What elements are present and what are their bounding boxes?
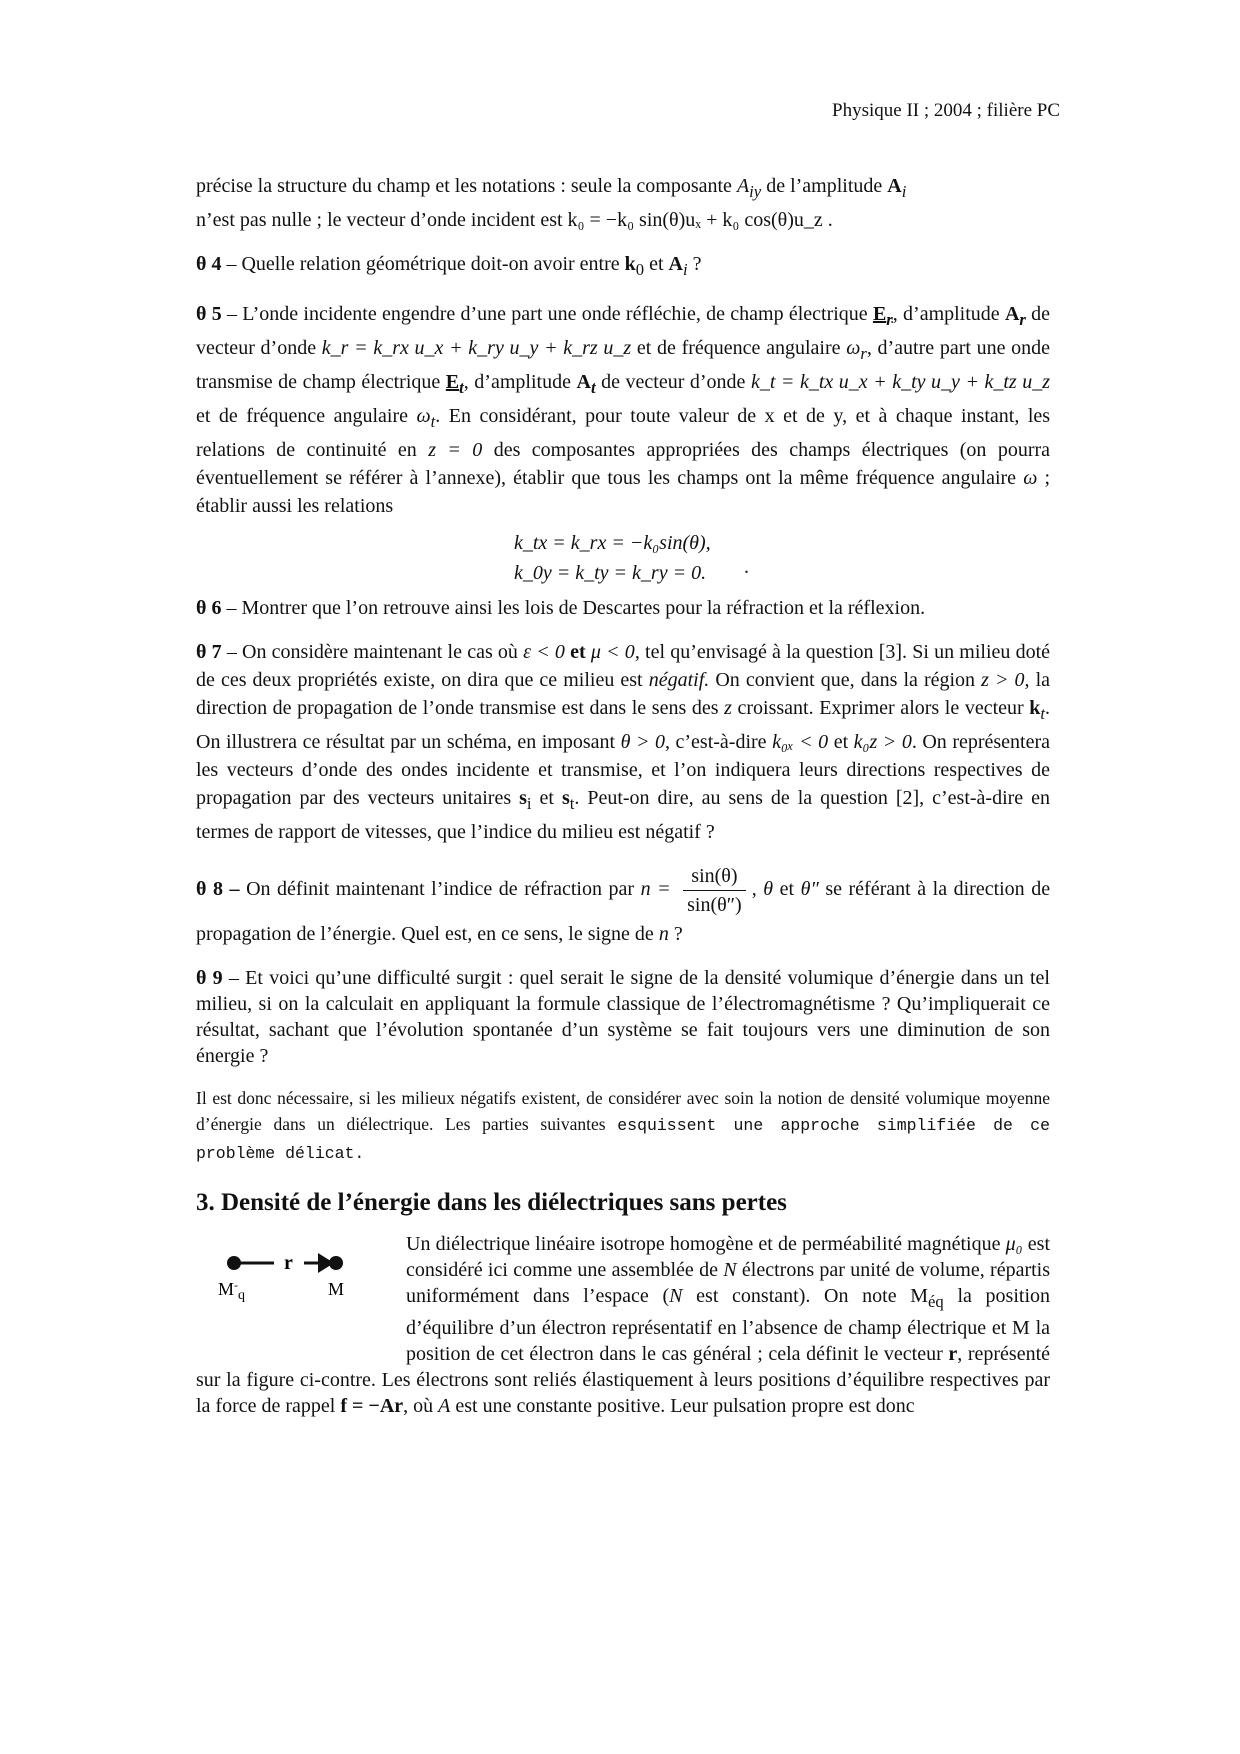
math-theta-double-prime: θ″ — [800, 878, 819, 901]
intro-text: de l’amplitude — [766, 175, 883, 197]
math-sub: iy — [749, 182, 762, 201]
math-theta: θ > 0 — [620, 731, 665, 753]
equation-block — [196, 528, 1050, 588]
question-6 — [196, 594, 1050, 622]
math-kt: k_t = k_tx u_x + k_ty u_y + k_tz u_z — [750, 371, 1051, 393]
question-text: et de fréquence angulaire — [636, 337, 841, 359]
question-text: – Et voici qu’une difficulté surgit : quel serait le signe de la densité volumique d’énergie dans un tel milieu, si on la calculait en appliquant la formule classique de l’électromagnétisme ? Qu’impliquerait ce résultat, sachant que l’évolution spontanée d’un système se fait toujours vers une diminution de son énergie ? — [196, 967, 1050, 1067]
question-number: θ 5 — [196, 303, 222, 325]
math-k: k — [624, 253, 636, 275]
math-si: s — [519, 787, 527, 809]
math-N: N — [669, 1285, 683, 1307]
question-text: et — [833, 731, 849, 753]
question-text: , — [751, 878, 757, 901]
question-text: de vecteur d’onde — [601, 371, 746, 393]
question-5: θ 5 – L’onde incidente engendre d’une part une onde réfléchie, de champ électrique $E_r$, d’amplitude $A_r$ de vecteur d’onde k_r = k_rx u_x + k_ry u_y + k_rz u_z et de fréquence angulaire $\omega_r$, d’autre part une onde transmise de champ électrique $E_t$, d’amplitude $A_t$ de vecteur d’onde k_t = k_tx u_x + k_ty u_y + k_tz u_z et de fréquence angulaire $\omega_t$. En considérant, pour toute valeur de x et de y, et à chaque instant, les relations de continuité en z = 0 des composantes appropriées des champs électriques (on pourra éventuellement se référer à l’annexe), établir que tous les champs ont la même fréquence angulaire ω ; établir aussi les relations — [196, 303, 1051, 517]
math-k0: k₀ = −k₀ sin(θ)uₓ + k₀ cos(θ)u_z . — [567, 209, 833, 231]
math-kt: k — [1029, 697, 1041, 719]
section-3-body — [196, 1231, 1050, 1419]
question-text: . Peut-on dire, au sens de la question [2], c’est-à-dire en termes de rapport de vitesses, que l’indice du milieu est négatif ? — [196, 787, 1051, 843]
displacement-diagram — [196, 1231, 386, 1361]
note-text: Il est donc nécessaire, si les milieux négatifs existent, de considérer avec soin la notion de densité volumique moyenne d’énergie dans un diélectrique. Les parties suivantes — [196, 1088, 1050, 1134]
math-A: A — [668, 253, 683, 275]
question-text: ; établir aussi les relations — [196, 467, 1051, 517]
displacement-figure — [196, 1231, 386, 1361]
question-text: d’autre part une onde transmise de champ électrique — [196, 337, 1051, 393]
math-sub: éq — [928, 1292, 944, 1311]
question-text: , tel qu’envisagé à la question [3]. Si un milieu doté de ces deux propriétés existe, on dira que ce milieu est — [196, 641, 1051, 691]
intro-text: n’est pas nulle ; le vecteur d’onde incident est — [196, 209, 563, 231]
section-text: est une constante positive. Leur pulsation propre est donc — [455, 1395, 915, 1417]
math-sub: i — [526, 794, 532, 813]
math-A: A — [736, 175, 750, 197]
math-A-bold: A — [887, 175, 902, 197]
question-text: – Quelle relation géométrique doit-on avoir entre — [226, 253, 620, 275]
question-text-bold: et — [570, 641, 586, 663]
intro-text: précise la structure du champ et les notations : seule la composante — [196, 175, 732, 197]
math-Ar: $A_r$ — [1004, 303, 1026, 329]
question-text: d’amplitude — [903, 303, 1000, 325]
question-number: θ 6 — [196, 597, 222, 619]
point-right — [329, 1256, 343, 1270]
fraction-numerator: sin(θ) — [683, 862, 746, 891]
math-theta: θ — [763, 878, 774, 901]
question-text: et — [649, 253, 664, 275]
question-7 — [196, 638, 1050, 846]
question-number: θ 8 — [196, 878, 223, 901]
math-sub: 0 — [635, 260, 645, 279]
note-text-mono: esquissent une approche simplifiée de ce problème délicat. — [196, 1116, 1050, 1163]
question-text: – Montrer que l’on retrouve ainsi les lois de Descartes pour la réfraction et la réflexion. — [226, 597, 926, 619]
equation-line-1: k_tx = k_rx = −k₀sin(θ), — [514, 532, 711, 554]
math-k0z: k₀z > 0 — [853, 731, 912, 753]
section-text: , où — [403, 1395, 434, 1417]
math-zpos: z > 0 — [981, 669, 1025, 691]
question-text: ? — [673, 923, 683, 945]
emphasis-negatif: négatif. — [648, 669, 710, 691]
page-header: Physique II ; 2004 ; filière PC — [832, 100, 1060, 121]
math-k0x: k₀ₓ < 0 — [772, 731, 829, 753]
page-content — [196, 172, 1050, 1419]
question-9 — [196, 965, 1050, 1069]
section-text: est considéré ici comme une assemblée de — [406, 1233, 1051, 1281]
question-text: et — [779, 878, 795, 901]
question-number: θ 9 — [196, 967, 223, 989]
math-sub: t — [1040, 704, 1046, 723]
section-text: est constant). On note M — [696, 1285, 929, 1307]
math-mu0: μ₀ — [1005, 1233, 1023, 1255]
section-text: électrons par unité de volume, répartis uniformément dans l’espace ( — [406, 1259, 1050, 1307]
math-sub: t — [569, 794, 575, 813]
question-number: θ 4 — [196, 253, 222, 275]
question-dash: – — [229, 878, 240, 901]
math-eps: ε < 0 — [523, 641, 565, 663]
math-Er: $E_r$ — [872, 303, 893, 329]
section-title: 3. Densité de l’énergie dans les diélectriques sans pertes — [196, 1189, 787, 1216]
question-text: x et de y, et à chaque instant, les relations de continuité en — [196, 405, 1051, 461]
math-n: n — [658, 923, 669, 945]
question-4 — [196, 250, 1050, 284]
label-right-point: M — [328, 1279, 345, 1299]
math-N: N — [723, 1259, 737, 1281]
math-omega-r: $\omega_r$ — [846, 337, 867, 363]
question-8 — [196, 862, 1050, 949]
label-left-point: $M^-_q$ — [218, 1278, 246, 1303]
math-Et: $E_t$ — [445, 371, 464, 397]
question-text: ? — [692, 253, 702, 275]
question-text: des composantes appropriées des champs électriques (on pourra éventuellement se référer à l’annexe), établir que tous les champs ont la même fréquence angulaire — [196, 439, 1051, 489]
math-z: z — [724, 697, 732, 719]
question-number: θ 7 — [196, 641, 222, 663]
intro-paragraph — [196, 172, 1050, 234]
question-text: On convient que, dans la région — [715, 669, 976, 691]
question-text: et de fréquence angulaire — [196, 405, 409, 427]
question-text: se référant à la direction de propagation de l’énergie. Quel est, en ce sens, le signe de — [196, 878, 1051, 945]
equation-line-2: k_0y = k_ty = k_ry = 0. — [514, 562, 707, 584]
math-omega-t: $\omega_t$ — [416, 405, 436, 431]
math-z0: z = 0 — [428, 439, 483, 461]
section-text: Un diélectrique linéaire isotrope homogène et de perméabilité magnétique — [406, 1233, 1001, 1255]
math-kr: k_r = k_rx u_x + k_ry u_y + k_rz u_z — [321, 337, 632, 359]
fraction-denominator: sin(θ″) — [687, 894, 742, 916]
math-force: f = −Ar — [340, 1395, 404, 1417]
math-A: A — [438, 1395, 451, 1417]
section-text: la position d’équilibre d’un électron représentatif en l’absence de champ électrique et M la position de cet électron dans le cas général ; cela définit le vecteur — [406, 1285, 1050, 1365]
question-text: . En considérant, pour toute valeur de — [435, 405, 757, 427]
transition-note — [196, 1085, 1050, 1167]
question-text: , c’est-à-dire — [664, 731, 767, 753]
label-r: r — [284, 1252, 293, 1274]
math-mu: μ < 0 — [590, 641, 635, 663]
math-st: s — [561, 787, 570, 809]
question-text: . On illustrera ce résultat par un schéma, en imposant — [196, 697, 1051, 753]
question-text: et — [539, 787, 554, 809]
question-text: On définit maintenant l’indice de réfraction par — [246, 878, 635, 901]
question-text: , d’amplitude — [463, 371, 571, 393]
question-text: croissant. Exprimer alors le vecteur — [737, 697, 1024, 719]
question-text: , la direction de propagation de l’onde transmise est dans le sens des — [196, 669, 1051, 719]
equation-dot: . — [744, 556, 749, 578]
math-At: $A_t$ — [576, 371, 596, 397]
question-text: . On représentera les vecteurs d’onde des ondes incidente et transmise, et l’on indiquera leurs directions respectives de propagation par des vecteurs unitaires — [196, 731, 1051, 809]
question-text: de vecteur d’onde — [196, 303, 1051, 359]
math-sub: i — [683, 260, 688, 279]
question-text: – L’onde incidente engendre d’une part une onde réfléchie, de champ électrique — [226, 303, 868, 325]
math-n: n = — [640, 878, 671, 901]
math-omega: ω — [1023, 467, 1038, 489]
section-text: , représenté sur la figure ci-contre. Les électrons sont reliés élastiquement à leurs positions d’équilibre respectives par la force de rappel — [196, 1343, 1051, 1417]
math-r: r — [948, 1343, 958, 1365]
fraction — [683, 862, 746, 919]
math-sub: i — [901, 182, 907, 201]
question-text: – On considère maintenant le cas où — [226, 641, 518, 663]
